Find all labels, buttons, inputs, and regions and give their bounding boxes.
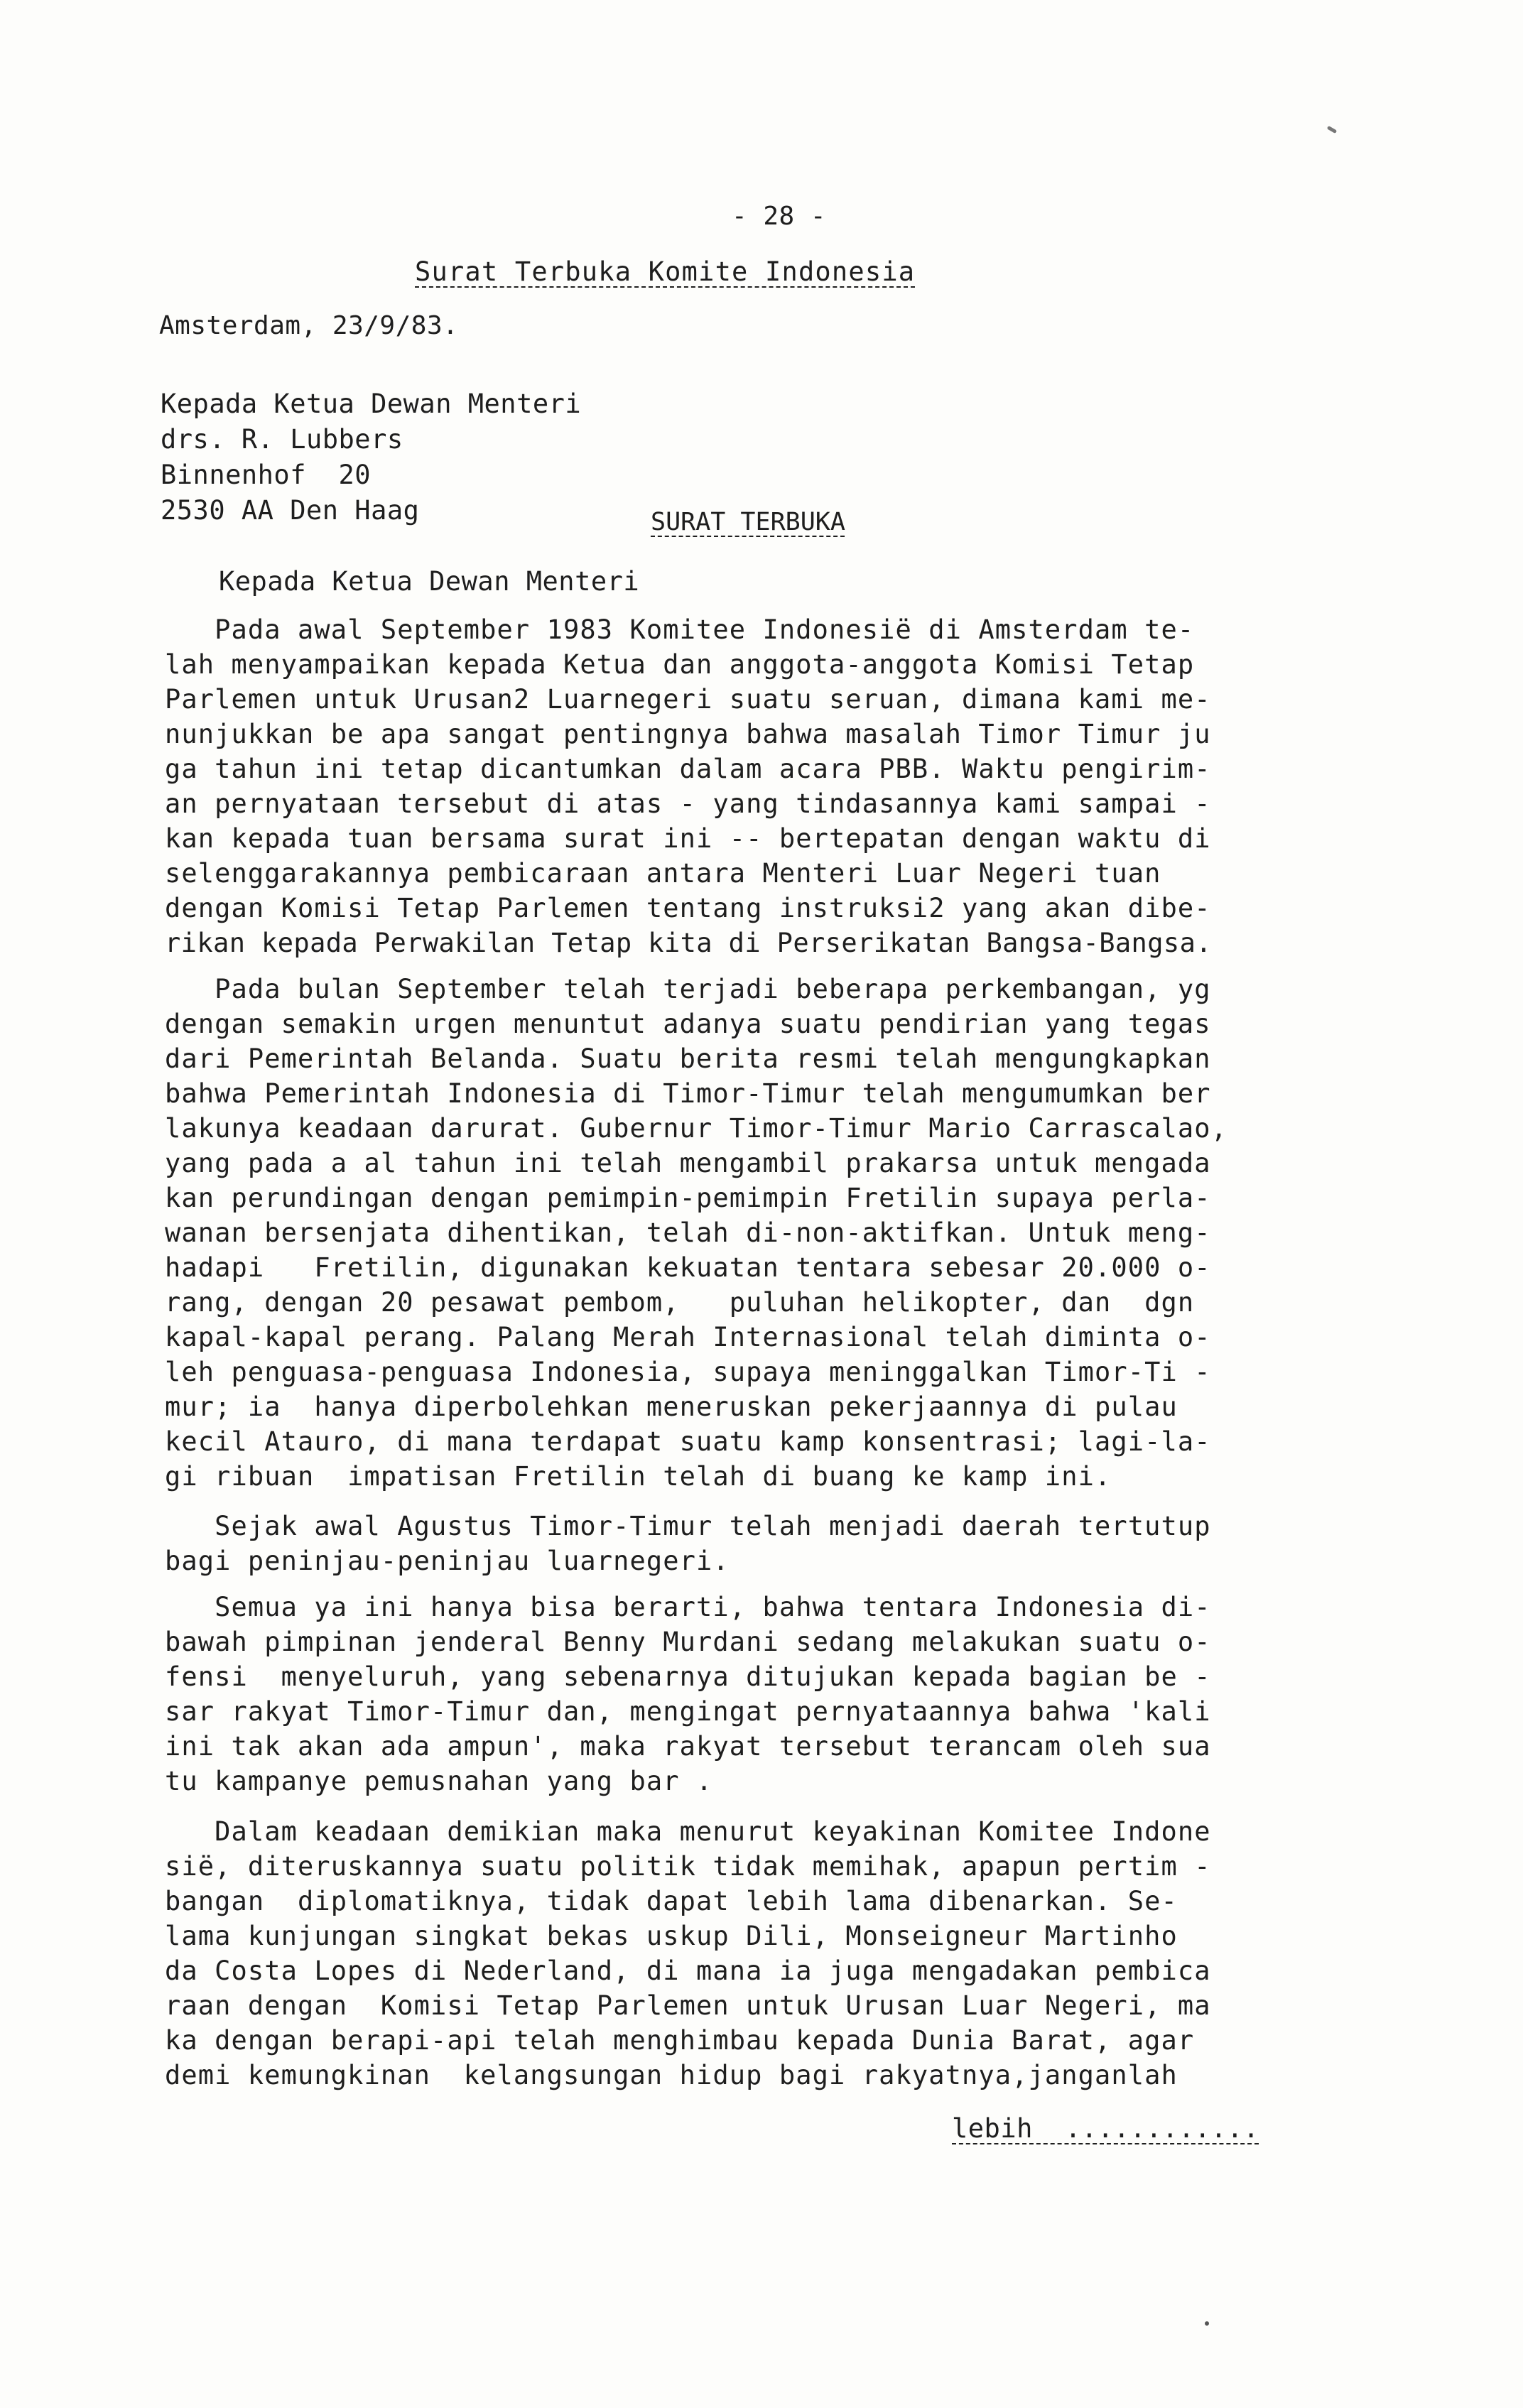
body-line: nunjukkan be apa sangat pentingnya bahwa masalah Timor Timur ju: [165, 719, 1211, 749]
letter-subject: SURAT TERBUKA: [651, 508, 845, 536]
body-line: dengan semakin urgen menuntut adanya suatu pendirian yang tegas: [165, 1009, 1211, 1039]
body-line: dari Pemerintah Belanda. Suatu berita resmi telah mengungkapkan: [165, 1043, 1211, 1074]
body-line: gi ribuan impatisan Fretilin telah di buang ke kamp ini.: [165, 1461, 1112, 1492]
body-line: lah menyampaikan kepada Ketua dan anggota-anggota Komisi Tetap: [165, 649, 1195, 680]
scan-speck: [1204, 2321, 1210, 2326]
body-line: mur; ia hanya diperbolehkan meneruskan pekerjaannya di pulau: [165, 1392, 1178, 1422]
body-line: bagi peninjau-peninjau luarnegeri.: [165, 1546, 730, 1576]
body-line: selenggarakannya pembicaraan antara Menteri Luar Negeri tuan: [165, 858, 1161, 889]
body-line: bahwa Pemerintah Indonesia di Timor-Timur telah mengumumkan ber: [165, 1078, 1211, 1109]
continuation-catchword: lebih ............: [952, 2113, 1259, 2144]
body-line: wanan bersenjata dihentikan, telah di-non-aktifkan. Untuk meng-: [165, 1217, 1211, 1248]
address-line: drs. R. Lubbers: [161, 424, 403, 455]
address-line: 2530 AA Den Haag: [161, 495, 420, 526]
body-line: dengan Komisi Tetap Parlemen tentang instruksi2 yang akan dibe-: [165, 893, 1211, 923]
page-number: - 28 -: [732, 202, 827, 231]
address-line: Kepada Ketua Dewan Menteri: [161, 389, 582, 419]
body-line: kecil Atauro, di mana terdapat suatu kamp konsentrasi; lagi-la-: [165, 1426, 1211, 1457]
body-line: sië, diteruskannya suatu politik tidak memihak, apapun pertim -: [165, 1851, 1211, 1882]
place-date: Amsterdam, 23/9/83.: [159, 311, 459, 340]
body-line: raan dengan Komisi Tetap Parlemen untuk Urusan Luar Negeri, ma: [165, 1990, 1211, 2021]
body-line: ka dengan berapi-api telah menghimbau kepada Dunia Barat, agar: [165, 2025, 1195, 2056]
body-line: ga tahun ini tetap dicantumkan dalam acara PBB. Waktu pengirim-: [165, 754, 1211, 784]
body-line: Parlemen untuk Urusan2 Luarnegeri suatu seruan, dimana kami me-: [165, 684, 1211, 715]
salutation: Kepada Ketua Dewan Menteri: [219, 566, 640, 597]
body-line: demi kemungkinan kelangsungan hidup bagi rakyatnya,janganlah: [165, 2060, 1178, 2090]
body-line: rikan kepada Perwakilan Tetap kita di Perserikatan Bangsa-Bangsa.: [165, 928, 1212, 958]
body-line: leh penguasa-penguasa Indonesia, supaya meninggalkan Timor-Ti -: [165, 1357, 1211, 1387]
letter-heading: Surat Terbuka Komite Indonesia: [415, 256, 916, 287]
body-line: an pernyataan tersebut di atas - yang tindasannya kami sampai -: [165, 788, 1211, 819]
body-line: sar rakyat Timor-Timur dan, mengingat pernyataannya bahwa 'kali: [165, 1696, 1211, 1727]
body-line: tu kampanye pemusnahan yang bar .: [165, 1766, 713, 1796]
body-line: hadapi Fretilin, digunakan kekuatan tentara sebesar 20.000 o-: [165, 1252, 1211, 1283]
body-line: rang, dengan 20 pesawat pembom, puluhan helikopter, dan dgn: [165, 1287, 1195, 1318]
body-line: lama kunjungan singkat bekas uskup Dili, Monseigneur Martinho: [165, 1921, 1178, 1951]
body-line: Sejak awal Agustus Timor-Timur telah menjadi daerah tertutup: [165, 1511, 1211, 1541]
body-line: kan perundingan dengan pemimpin-pemimpin Fretilin supaya perla-: [165, 1183, 1211, 1213]
body-line: da Costa Lopes di Nederland, di mana ia juga mengadakan pembica: [165, 1956, 1211, 1986]
body-line: yang pada a al tahun ini telah mengambil prakarsa untuk mengada: [165, 1148, 1211, 1178]
body-line: fensi menyeluruh, yang sebenarnya ditujukan kepada bagian be -: [165, 1661, 1211, 1692]
body-line: Pada awal September 1983 Komitee Indonesië di Amsterdam te-: [165, 614, 1195, 645]
body-line: ini tak akan ada ampun', maka rakyat tersebut terancam oleh sua: [165, 1731, 1211, 1762]
body-line: kapal-kapal perang. Palang Merah Internasional telah diminta o-: [165, 1322, 1211, 1352]
body-line: lakunya keadaan darurat. Gubernur Timor-Timur Mario Carrascalao,: [165, 1113, 1228, 1144]
body-line: kan kepada tuan bersama surat ini -- bertepatan dengan waktu di: [165, 823, 1211, 854]
body-line: Pada bulan September telah terjadi beberapa perkembangan, yg: [165, 974, 1211, 1004]
scan-speck: [1327, 126, 1338, 134]
body-line: Semua ya ini hanya bisa berarti, bahwa tentara Indonesia di-: [165, 1592, 1211, 1622]
address-line: Binnenhof 20: [161, 460, 372, 490]
body-line: bangan diplomatiknya, tidak dapat lebih lama dibenarkan. Se-: [165, 1886, 1178, 1916]
body-line: Dalam keadaan demikian maka menurut keyakinan Komitee Indone: [165, 1816, 1211, 1847]
body-line: bawah pimpinan jenderal Benny Murdani sedang melakukan suatu o-: [165, 1627, 1211, 1657]
